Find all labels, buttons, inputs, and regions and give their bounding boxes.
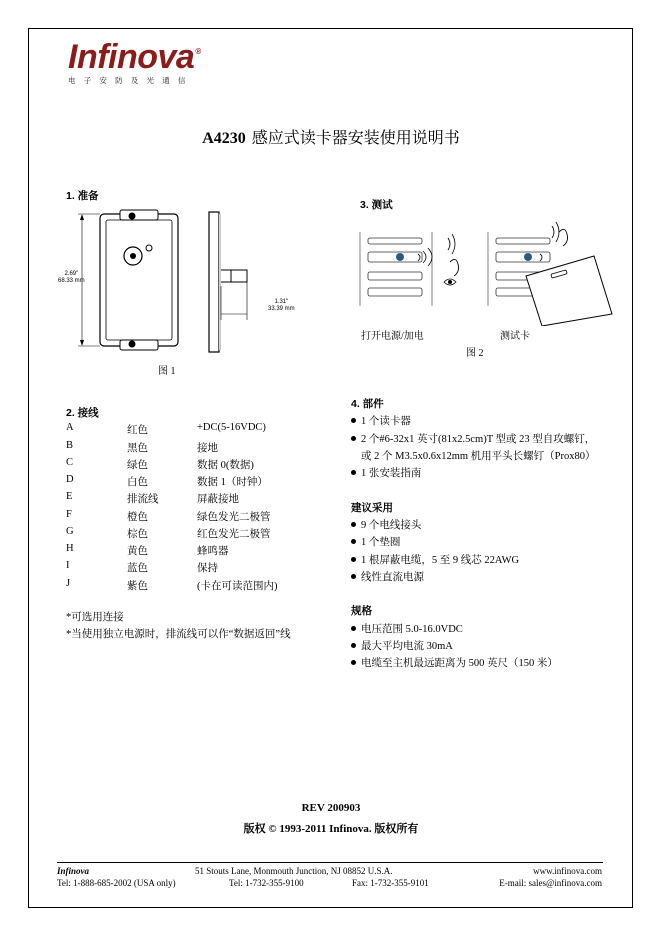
specs-heading: 规格 — [351, 605, 372, 617]
wiring-note-optional: *可选用连接 — [66, 612, 124, 623]
footer-tel-usa: Tel: 1-888-685-2002 (USA only) — [57, 878, 176, 888]
list-item: 电压范围 5.0-16.0VDC — [351, 621, 463, 636]
footer-company: Infinova — [57, 866, 90, 876]
figure1-caption: 图 1 — [158, 366, 176, 377]
wiring-note-drain: *当使用独立电源时，排流线可以作“数据返回”线 — [66, 629, 291, 640]
test-figure — [356, 218, 616, 326]
list-item: 1 张安装指南 — [351, 465, 421, 480]
test-label-power: 打开电源/加电 — [361, 331, 424, 342]
logo-tagline: 电子安防及光通信 — [68, 76, 194, 85]
footer-tel: Tel: 1-732-355-9100 — [229, 878, 304, 888]
footer-fax: Fax: 1-732-355-9101 — [352, 878, 429, 888]
section1-heading: 1. 准备 — [66, 190, 99, 202]
footer-website: www.infinova.com — [533, 866, 602, 876]
list-item-continuation: 或 2 个 M3.5x0.6x12mm 机用平头长螺钉（Prox80） — [361, 451, 596, 462]
section3-heading: 3. 测试 — [360, 199, 393, 211]
section4-heading: 4. 部件 — [351, 398, 384, 410]
list-item: 1 根屏蔽电缆，5 至 9 线芯 22AWG — [351, 552, 519, 567]
list-item: 电缆至主机最远距离为 500 英尺（150 米） — [351, 655, 558, 670]
figure2-caption: 图 2 — [466, 348, 484, 359]
infinova-logo: Infinova® — [68, 38, 201, 76]
list-item: 2 个#6-32x1 英寸(81x2.5cm)T 型或 23 型自攻螺钉， — [351, 431, 595, 446]
list-item: 1 个垫圈 — [351, 534, 400, 549]
footer-email: E-mail: sales@infinova.com — [499, 878, 602, 888]
footer-divider — [57, 862, 603, 863]
recommend-heading: 建议采用 — [351, 502, 393, 514]
test-label-card: 测试卡 — [500, 331, 530, 342]
copyright: 版权 © 1993-2011 Infinova. 版权所有 — [243, 823, 419, 835]
list-item: 线性直流电源 — [351, 569, 424, 584]
list-item: 9 个电线接头 — [351, 517, 421, 532]
reader-dimension-figure — [56, 208, 306, 358]
revision: REV 200903 — [301, 802, 361, 814]
page-frame — [28, 28, 633, 908]
footer-address: 51 Stouts Lane, Monmouth Junction, NJ 08852 U.S.A. — [195, 866, 393, 876]
height-dimension-label: 2.69" 68.33 mm — [58, 271, 85, 284]
page-title: A4230 感应式读卡器安装使用说明书 — [202, 130, 460, 147]
section2-heading: 2. 接线 — [66, 407, 99, 419]
list-item: 最大平均电流 30mA — [351, 638, 453, 653]
list-item: 1 个读卡器 — [351, 413, 411, 428]
depth-dimension-label: 1.31" 33.39 mm — [268, 299, 295, 312]
